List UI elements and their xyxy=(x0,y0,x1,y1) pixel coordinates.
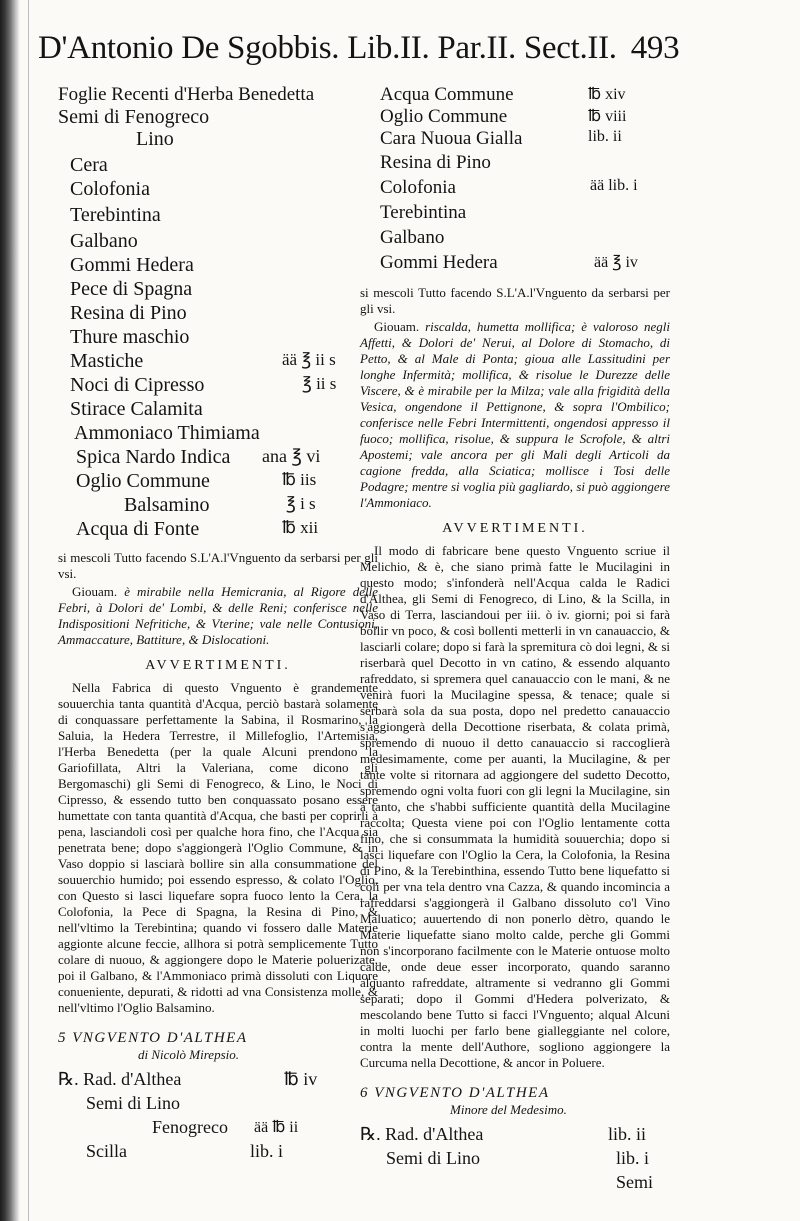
ingredient-name: ℞. Rad. d'Althea xyxy=(58,1069,182,1089)
right-column xyxy=(360,84,670,1196)
ingredient-name: Balsamino xyxy=(124,494,210,516)
section-heading: AVVERTIMENTI. xyxy=(145,658,291,673)
ingredient-qty: ää lib. i xyxy=(590,177,638,194)
running-title: D'Antonio De Sgobbis. Lib.II. Par.II. Sect.II. xyxy=(38,30,617,66)
mix-instruction: si mescoli Tutto facendo S.L'A.l'Vnguento da serbarsi per gli vsi. xyxy=(360,285,670,316)
ingredient-row xyxy=(58,398,378,422)
ingredient-row xyxy=(58,422,378,446)
ingredient-name: Semi di Lino xyxy=(86,1093,180,1113)
ingredient-qty: ää ℥ ii s xyxy=(282,350,336,369)
ingredient-name: Pece di Spagna xyxy=(70,278,193,300)
ingredient-row xyxy=(58,494,378,518)
ingredient-name: Galbano xyxy=(70,230,138,252)
ingredient-qty: lib. ii xyxy=(608,1124,647,1144)
page-number: 493 xyxy=(630,30,680,66)
ingredient-row xyxy=(58,374,378,398)
ingredient-row xyxy=(58,128,378,150)
recipe-ingredient-list xyxy=(58,1069,378,1165)
ingredient-name: Thure maschio xyxy=(70,326,190,348)
ingredient-name: Gommi Hedera xyxy=(70,254,194,276)
ingredient-row xyxy=(58,254,378,278)
ingredient-row xyxy=(58,204,378,230)
ingredient-qty: ℔ xii xyxy=(282,518,319,537)
giouam-label: Giouam. xyxy=(374,319,420,334)
ingredient-name: Acqua di Fonte xyxy=(76,518,200,540)
ingredient-qty: ℥ i s xyxy=(286,494,316,513)
ingredient-name: Resina di Pino xyxy=(70,302,187,324)
ingredient-name: Colofonia xyxy=(70,178,150,200)
giouam-text: è mirabile nella Hemicrania, al Rigore delle Febri, à Dolori de' Lombi, & delle Reni; conferisce nelle Indispositioni Nefritiche, & Vterine; vale nelle Contusioni, Ammaccature, Battiture, & Dislocationi. xyxy=(58,584,378,647)
ingredient-name: Cera xyxy=(70,154,108,176)
giouam-label: Giouam. xyxy=(72,584,118,599)
ingredient-row xyxy=(58,518,378,542)
ingredient-name: Foglie Recenti d'Herba Benedetta xyxy=(58,84,315,105)
mix-instruction: si mescoli Tutto facendo S.L'A.l'Vnguento da serbarsi per gli vsi. xyxy=(58,550,378,581)
ingredient-row xyxy=(360,177,670,202)
avvertimenti-text: Nella Fabrica di questo Vnguento è grandemente souuerchia tanta quantità d'Acqua, perciò bastarà solamente di conquassare perfettamente la Sabina, il Rosmarino, la Saluia, la Hedera Terrestre, il Millefoglio, l'Artemisia, l'Herba Benedetta (per la quale Alcuni prendono la Gariofillata, Altri la Valeriana, come dicono gli Bergomaschi) gli Semi di Fenogreco, & Lino, le Noci di Cipresso, & essendo tutto ben conquassato posano essere humettate con tanta quantità d'Acqua, che basti per coprirli à pena, lasciandoli così per qualche hora fino, che l'Acqua sia penetrata bene; dopo s'aggiongerà l'Oglio Commune, & in Vaso doppio si lasciarà bollire sin alla consummatione del souuerchio humido; poi essendo espresso, & colato l'Oglio, con Questo si lasci liquefare sopra fuoco lento la Cera, la Colofonia, la Pece di Spagna, la Resina di Pino, & nell'vltimo la Terebintina; quando vi fossero dalle Materie aggionte alcune feccie, allhora si potrà semplicemente Tutto colare di nuouo, & aggiongere dopo le Materie poluerizate, poi il Galbano, & l'Ammoniaco primà dissoluti con Liquore conueniente, depurati, & ridotti ad vna Consistenza molle, & nell'vltimo l'Oglio Balsamino. xyxy=(58,680,378,1015)
ingredient-name: Colofonia xyxy=(380,177,456,198)
ingredient-name: Scilla xyxy=(86,1141,127,1161)
ingredient-qty: lib. i xyxy=(616,1148,650,1168)
ingredient-row xyxy=(386,1148,665,1172)
ingredient-qty: Semi xyxy=(616,1172,654,1192)
ingredient-name: Resina di Pino xyxy=(380,152,491,173)
section-heading: AVVERTIMENTI. xyxy=(442,521,588,536)
ingredient-name: Fenogreco xyxy=(152,1117,228,1137)
ingredient-qty: ää ℔ ii xyxy=(254,1119,299,1136)
ingredient-name: Spica Nardo Indica xyxy=(76,446,231,468)
ingredient-row xyxy=(86,1093,358,1117)
ingredient-qty: ana ℥ vi xyxy=(262,446,321,466)
ingredient-name: Mastiche xyxy=(70,350,144,372)
ingredient-row xyxy=(360,150,670,177)
ingredient-row xyxy=(58,106,378,128)
ingredient-row xyxy=(360,1172,665,1196)
ingredient-row xyxy=(360,202,670,227)
ingredient-row xyxy=(58,302,378,326)
avvertimenti-text: Il modo di fabricare bene questo Vnguento scriue il Melichio, & è, che siano primà fatte le Mucilagini in questo modo; s'infonderà nell'Acqua calda le Radici d'Althea, gli Semi di Fenogreco, di Lino, & la Scilla, in Vaso di Terra, lasciandoui per iii. ò iv. giorni; poi si farà bollir vn poco, & così bollenti metterli in vn canauaccio, & lasciarli colare; dopo si farà la spremitura cò doi legni, & si riserbarà quel Decotto in vn catino, & essendo alquanto rafreddato, si spremera quel canauaccio con le mani, & ne venirà fuori la Mucilagine spessa, & tenace; quale si serbarà sola da sua posta, dopo nel predetto canauaccio s'aggiongerà della Decottione riserbata, & colata primà, spremendo di nuouo il detto canauaccio si raccoglierà medesimamente, come per auanti, la Mucilagine, & per tante volte si ritornara ad aggiongere del sudetto Decotto, spremendo ogni volta fuori con gli legni la Mucilagine, sin à tanto, che s'habbi sufficiente quantità della Mucilagine raccolta; Questa viene poi con l'Oglio lentamente cotta fino, che si consummata la humidità souuerchia; dopo si lasci liquefare con l'Oglio la Cera, la Colofonia, la Resina di Pino, & la Terebinthina, essendo Tutto bene liquefatto si coli per vna tela dentro vna Cazza, & quando incomincia a rafreddarsi s'aggiongerà il Galbano dissoluto co'l Vino Maluatico; auuertendo di non ponerlo dètro, quando le Materie liquefatte siano molto calde, perche gli Gommi non s'incorporano facilmente con le Materie ontuose molto calde, onde deue esser incorporato, quando saranno alquanto rafreddate, altramente si vedranno gli Gommi separati; dopo il Gommi d'Hedera polverizato, & mescolando bene Tutto si facci l'Vnguento; alqual Alcuni in molti luochi per farlo bene gialleggiante nel colore, contra la mente dell'Authore, sogliono aggiongere la Curcuma nella Decottione, & ancor in Poluere. xyxy=(360,543,670,1070)
margin-rule xyxy=(28,0,29,1221)
ingredient-list xyxy=(360,84,670,277)
ingredient-row xyxy=(360,106,670,128)
recipe-ingredient-list xyxy=(360,1124,670,1196)
ingredient-name: Gommi Hedera xyxy=(380,252,498,273)
ingredient-qty: ℔ iv xyxy=(284,1069,318,1089)
recipe-title: 5 VNGVENTO D'ALTHEA xyxy=(58,1030,248,1046)
ingredient-list xyxy=(58,84,378,542)
ingredient-name: Lino xyxy=(136,128,174,150)
ingredient-row xyxy=(86,1141,358,1165)
running-header xyxy=(38,30,798,86)
ingredient-name: Oglio Commune xyxy=(380,106,508,127)
ingredient-row xyxy=(58,178,378,204)
ingredient-qty: ää ℥ iv xyxy=(594,254,638,271)
ingredient-name: Oglio Commune xyxy=(76,470,210,492)
ingredient-row xyxy=(58,278,378,302)
ingredient-qty: ℔ iis xyxy=(282,470,317,489)
ingredient-row xyxy=(152,1117,358,1141)
ingredient-row xyxy=(360,227,670,252)
ingredient-row xyxy=(360,128,670,150)
ingredient-name: Terebintina xyxy=(70,204,161,226)
ingredient-row xyxy=(58,350,378,374)
ingredient-qty: ℔ xiv xyxy=(588,86,626,103)
recipe-author: Minore del Medesimo. xyxy=(450,1102,567,1117)
ingredient-name: ℞. Rad. d'Althea xyxy=(360,1124,484,1144)
giouam-text: riscalda, humetta mollifica; è valoroso negli Affetti, & Dolori de' Nerui, al Dolore di Stomacho, di Petto, & al Male di Ponta; gioua alle Lassitudini per longhe Infermità; mollifica, & risolue le Durezze delle Viscere, & è mirabile per la Milza; vale alla frigidità della Vesica, ongendone il Pettignone, & sopra l'Ombilico; conferisce nelle Febri Intermittenti, ongendosi appresso il fuoco; mollifica, risolue, & suppura le Scrofole, & altri Apostemi; vale ancora per gli Mali degli Articoli da cagione fredda, alla Sciatica; mollisce i Tosi delle Podagre; mentre si voglia più gagliardo, si può aggiongere l'Ammoniaco. xyxy=(360,319,670,510)
ingredient-name: Acqua Commune xyxy=(380,84,514,105)
ingredient-qty: ℥ ii s xyxy=(302,374,337,393)
ingredient-qty: ℔ viii xyxy=(588,108,627,125)
ingredient-name: Cara Nuoua Gialla xyxy=(380,128,523,149)
ingredient-row xyxy=(58,84,378,106)
ingredient-qty: lib. ii xyxy=(588,128,622,145)
ingredient-row xyxy=(360,84,670,106)
giouam-paragraph xyxy=(360,319,670,511)
ingredient-name: Terebintina xyxy=(380,202,467,223)
ingredient-qty: lib. i xyxy=(250,1141,284,1161)
recipe-author: di Nicolò Mirepsio. xyxy=(138,1047,239,1062)
ingredient-row xyxy=(58,1069,358,1093)
ingredient-row xyxy=(58,470,378,494)
ingredient-row xyxy=(58,446,378,470)
ingredient-row xyxy=(58,230,378,254)
ingredient-row xyxy=(360,1124,665,1148)
recipe-title: 6 VNGVENTO D'ALTHEA xyxy=(360,1085,550,1101)
ingredient-row xyxy=(58,326,378,350)
giouam-paragraph xyxy=(58,584,378,648)
ingredient-name: Galbano xyxy=(380,227,445,248)
ingredient-name: Noci di Cipresso xyxy=(70,374,205,396)
ingredient-row xyxy=(360,252,670,277)
left-column xyxy=(58,84,378,1165)
ingredient-row xyxy=(58,150,378,178)
ingredient-name: Semi di Fenogreco xyxy=(58,106,210,128)
ingredient-name: Stirace Calamita xyxy=(70,398,203,420)
ingredient-name: Semi di Lino xyxy=(386,1148,480,1168)
ingredient-name: Ammoniaco Thimiama xyxy=(74,422,260,444)
book-spine-shadow xyxy=(0,0,20,1221)
